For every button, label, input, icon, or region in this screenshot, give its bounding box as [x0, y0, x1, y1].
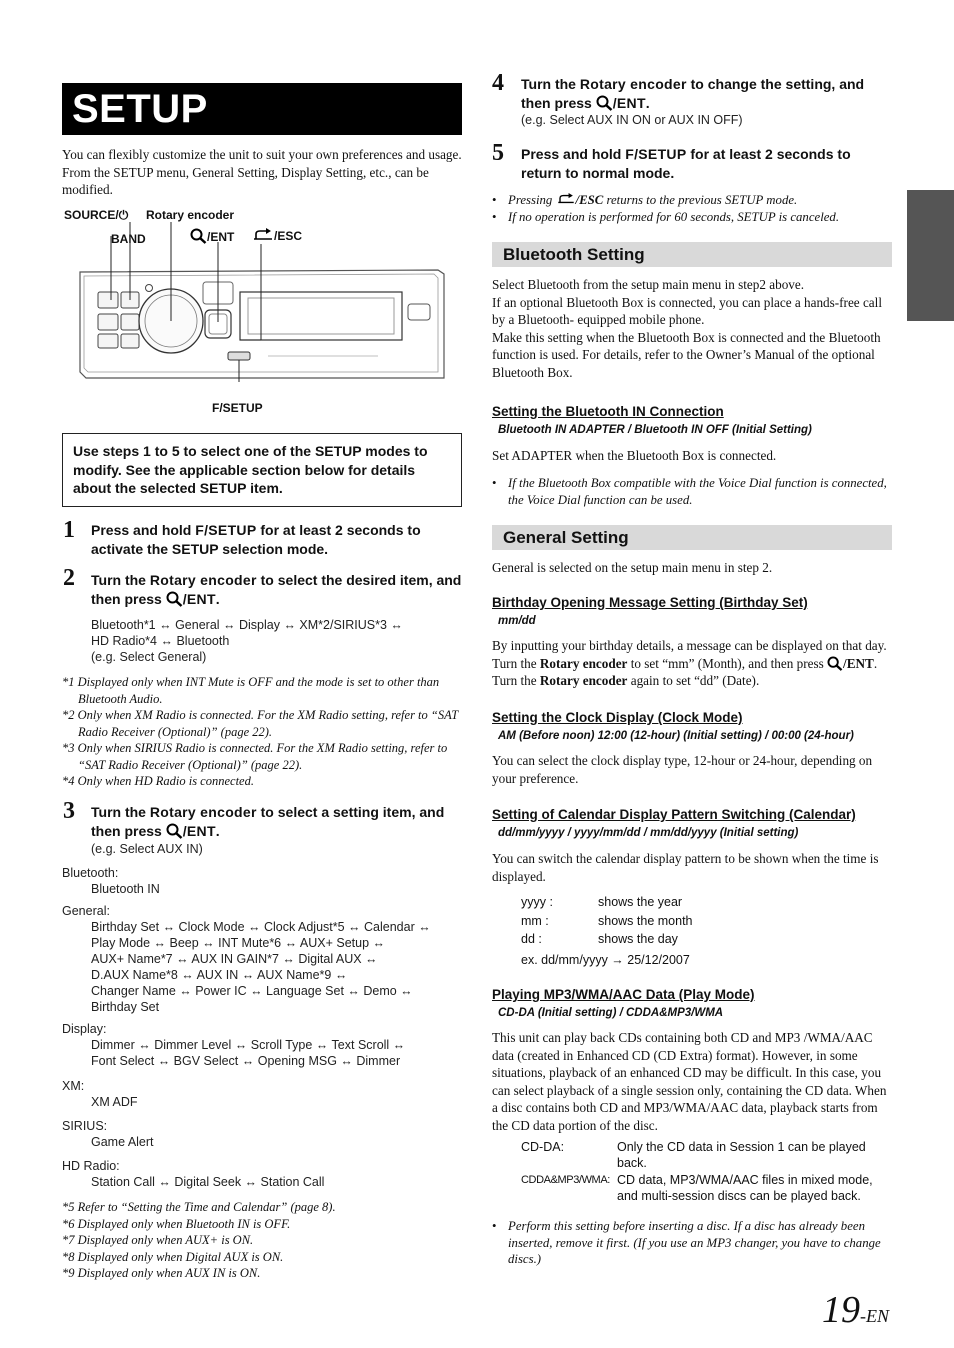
- setup-notes-bullets: [492, 192, 892, 225]
- menu-hd-items: Station Call ↔ Digital Seek ↔ Station Call: [91, 1175, 325, 1189]
- menu-xm-items: XM ADF: [91, 1095, 138, 1109]
- page-number: 19-EN: [822, 1289, 889, 1331]
- section-bluetooth-heading: Bluetooth Setting: [492, 242, 892, 267]
- bt-in-connection-heading: Setting the Bluetooth IN Connection: [492, 404, 724, 419]
- intro-paragraph: You can flexibly customize the unit to suit your own preferences and usage. From the SETUP menu, General Setting, Display Setting, etc., can be modified.: [62, 147, 462, 197]
- clock-options: AM (Before noon) 12:00 (12-hour) (Initial setting) / 00:00 (24-hour): [498, 730, 854, 742]
- step-3-text: Turn the Rotary encoder to select a setting item, and then press /ENT.: [91, 804, 445, 839]
- step-2-example: (e.g. Select General): [91, 650, 207, 664]
- search-icon: [166, 591, 183, 607]
- step-2-sequence-line-1: Bluetooth*1 ↔ General ↔ Display ↔ XM*2/SIRIUS*3 ↔: [91, 618, 403, 632]
- step-3-number: 3: [63, 798, 75, 824]
- power-icon: ⏻: [118, 208, 129, 222]
- setup-menu-lists: [62, 865, 464, 1190]
- clock-heading: Setting the Clock Display (Clock Mode): [492, 710, 743, 725]
- footnotes-block-1: *1 Displayed only when INT Mute is OFF and the mode is set to other than Bluetooth Audio. *2 Only when XM Radio is connected. For the XM Radio setting, refer to “SAT Radio Receiver (Optional)” (page 22). *3 Only when SIRIUS Radio is connected. For the XM Radio setting, refer to “SAT Radio Receiver (Optional)” (page 22). *4 Only when HD Radio is connected.: [62, 675, 459, 788]
- search-icon: [166, 823, 183, 839]
- page-title: SETUP: [62, 83, 462, 135]
- step-5-number: 5: [492, 140, 504, 166]
- play-mode-options: CD-DA (Initial setting) / CDDA&MP3/WMA: [498, 1007, 724, 1019]
- step-2-sequence-line-2: HD Radio*4 ↔ Bluetooth: [91, 634, 230, 648]
- play-mode-options-table: CD-DA: Only the CD data in Session 1 can be played back. CDDA&MP3/WMA: CD data, MP3/WMA/AAC files in mixed mode, and multi-session discs can be played back.: [521, 1140, 873, 1203]
- menu-display-heading: Display:: [62, 1022, 107, 1036]
- calendar-example: ex. dd/mm/yyyy → 25/12/2007: [521, 952, 690, 967]
- step-4-example: (e.g. Select AUX IN ON or AUX IN OFF): [521, 113, 743, 127]
- menu-general-heading: General:: [62, 904, 110, 918]
- step-3-example: (e.g. Select AUX IN): [91, 842, 203, 856]
- play-mode-heading: Playing MP3/WMA/AAC Data (Play Mode): [492, 987, 755, 1002]
- menu-sirius-items: Game Alert: [91, 1135, 154, 1149]
- setup-note-box: Use steps 1 to 5 to select one of the SETUP modes to modify. See the applicable section below for details about the selected SETUP item.: [62, 433, 462, 507]
- clock-text: You can select the clock display type, 12-hour or 24-hour, depending on your preference.: [492, 753, 873, 786]
- bullet-timeout-note: • If no operation is performed for 60 seconds, SETUP is canceled.: [492, 209, 892, 226]
- step-5-text: Press and hold F/SETUP for at least 2 seconds to return to normal mode.: [521, 146, 851, 181]
- menu-general-items: Birthday Set ↔ Clock Mode ↔ Clock Adjust*5 ↔ Calendar ↔ Play Mode ↔ Beep ↔ INT Mute*6 ↔ AUX+ Setup ↔ AUX+ Name*7 ↔ AUX IN GAIN*7 ↔ Digital AUX ↔ D.AUX Name*8 ↔ AUX IN ↔ AUX Name*9 ↔ Changer Name ↔ Power IC ↔ Language Set ↔ Demo ↔ Birthday Set: [91, 920, 431, 1014]
- calendar-heading: Setting of Calendar Display Pattern Switching (Calendar): [492, 807, 856, 822]
- calendar-options: dd/mm/yyyy / yyyy/mm/dd / mm/dd/yyyy (Initial setting): [498, 827, 799, 839]
- calendar-legend: yyyy : shows the year mm : shows the month dd : shows the day ex. dd/mm/yyyy → 25/12/2007: [521, 893, 891, 969]
- menu-xm-heading: XM:: [62, 1079, 85, 1093]
- step-2-number: 2: [63, 565, 75, 591]
- step-2-sequence: [91, 617, 463, 665]
- search-icon: [596, 95, 613, 111]
- diagram-label-source: SOURCE/⏻: [64, 208, 129, 222]
- general-intro: General is selected on the setup main menu in step 2.: [492, 560, 773, 575]
- diagram-label-rotary: Rotary encoder: [146, 208, 235, 222]
- play-mode-bullet: • Perform this setting before inserting a disc. If a disc has already been inserted, remove it first. (If you use an MP3 changer, you have to change discs.): [492, 1218, 892, 1268]
- footnotes-block-2: *5 Refer to “Setting the Time and Calendar” (page 8). *6 Displayed only when Bluetooth IN is OFF. *7 Displayed only when AUX+ is ON. *8 Displayed only when Digital AUX is ON. *9 Displayed only when AUX IN is ON.: [62, 1200, 336, 1280]
- step-1-number: 1: [63, 517, 75, 543]
- section-general-heading: General Setting: [492, 525, 892, 550]
- bullet-esc-note: • Pressing /ESC returns to the previous SETUP mode.: [492, 192, 892, 209]
- menu-hd-heading: HD Radio:: [62, 1159, 120, 1173]
- diagram-label-ent: /ENT: [190, 228, 234, 244]
- menu-bluetooth-heading: Bluetooth:: [62, 866, 119, 880]
- section-bluetooth-body: Select Bluetooth from the setup main menu in step2 above. If an optional Bluetooth Box is connected, you can place a hands-free call by a Bluetooth- equipped mobile phone. Make this setting when the Bluetooth Box is connected and the Bluetooth function is used. For details, refer to the Owner’s Manual of the optional Bluetooth Box.: [492, 277, 882, 380]
- menu-display-items: Dimmer ↔ Dimmer Level ↔ Scroll Type ↔ Text Scroll ↔ Font Select ↔ BGV Select ↔ Opening MSG ↔ Dimmer: [91, 1038, 406, 1068]
- search-icon: [827, 656, 843, 671]
- bt-voice-dial-bullet: • If the Bluetooth Box compatible with the Voice Dial function is connected, the Voice Dial function can be used.: [492, 475, 892, 508]
- bt-in-connection-text: Set ADAPTER when the Bluetooth Box is connected.: [492, 448, 777, 463]
- diagram-label-esc: /ESC: [252, 228, 302, 243]
- diagram-label-fsetup: F/SETUP: [212, 401, 263, 415]
- birthday-heading: Birthday Opening Message Setting (Birthday Set): [492, 595, 808, 610]
- birthday-text: By inputting your birthday details, a message can be displayed on that day. Turn the Rotary encoder to set “mm” (Month), and then press /ENT. Turn the Rotary encoder again to set “dd” (Date).: [492, 638, 887, 688]
- bt-in-connection-options: Bluetooth IN ADAPTER / Bluetooth IN OFF (Initial Setting): [498, 424, 812, 436]
- birthday-options: mm/dd: [498, 615, 536, 627]
- menu-sirius-heading: SIRIUS:: [62, 1119, 108, 1133]
- step-4-number: 4: [492, 70, 504, 96]
- step-2-text: Turn the Rotary encoder to select the desired item, and then press /ENT.: [91, 572, 462, 607]
- menu-bluetooth-items: Bluetooth IN: [91, 882, 160, 896]
- head-unit-diagram: [78, 222, 446, 382]
- play-mode-text: This unit can play back CDs containing both CD and MP3 /WMA/AAC data (created in Enhanced CD (CD Extra) format). However, in some situations, playback of an enhanced CD may be difficult. In this case, you can select playback of a single session only, containing the CD data. When a disc contains both CD and MP3/WMA/AAC data, playback starts from the CD data portion of the disc.: [492, 1030, 887, 1133]
- step-4-text: Turn the Rotary encoder to change the setting, and then press /ENT.: [521, 76, 865, 111]
- section-tab-marker: [907, 190, 954, 321]
- diagram-label-band: BAND: [111, 232, 146, 246]
- return-icon: [556, 193, 576, 205]
- calendar-text: You can switch the calendar display pattern to be shown when the time is displayed.: [492, 851, 879, 884]
- step-1-text: Press and hold F/SETUP for at least 2 seconds to activate the SETUP selection mode.: [91, 522, 421, 557]
